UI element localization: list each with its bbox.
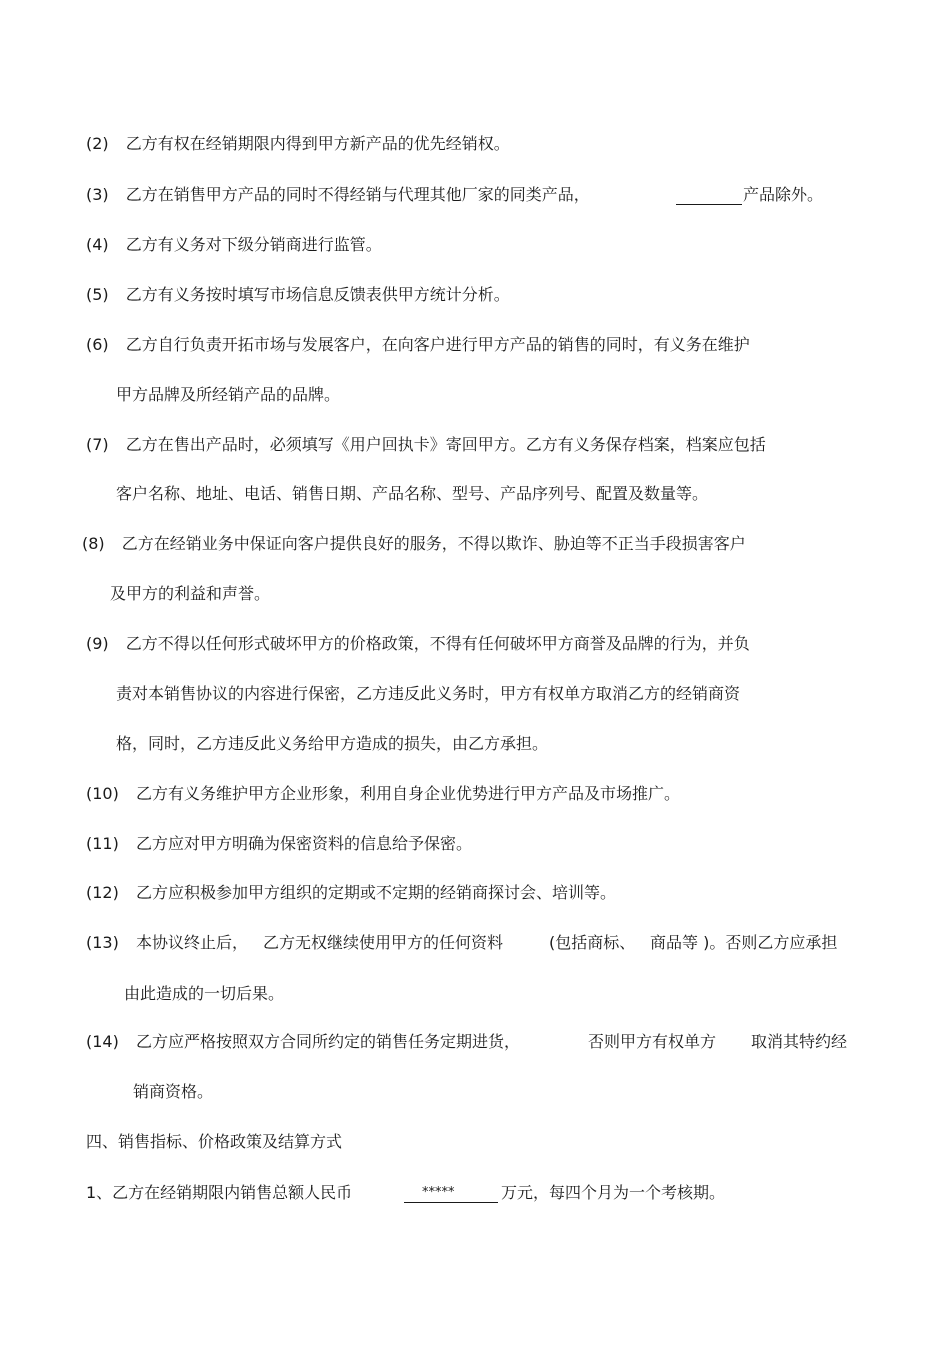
clause-text: 乙方有义务维护甲方企业形象，利用自身企业优势进行甲方产品及市场推广。 (135, 784, 680, 803)
section-item-text: 1、乙方在经销期限内销售总额人民币 (86, 1183, 353, 1202)
clause-text: 乙方有义务对下级分销商进行监管。 (125, 235, 382, 254)
clause-4 (86, 234, 382, 256)
section-heading-text: 四、销售指标、价格政策及结算方式 (86, 1132, 343, 1151)
clause-text: 乙方有权在经销期限内得到甲方新产品的优先经销权。 (125, 134, 510, 153)
clause-11 (86, 833, 472, 855)
clause-12 (86, 882, 616, 904)
clause-number: (3) (86, 185, 109, 204)
clause-9-continuation-2 (116, 733, 548, 755)
clause-text: 乙方应对甲方明确为保密资料的信息给予保密。 (135, 834, 472, 853)
clause-number: (8) (82, 534, 105, 553)
clause-text: 责对本销售协议的内容进行保密，乙方违反此义务时，甲方有权单方取消乙方的经销商资 (116, 684, 741, 703)
clause-text: 甲方品牌及所经销产品的品牌。 (116, 385, 341, 404)
clause-number: (14) (86, 1032, 119, 1051)
clause-8-continuation (110, 583, 270, 605)
clause-text: 产品除外。 (743, 185, 824, 204)
clause-text: 及甲方的利益和声誉。 (110, 584, 271, 603)
clause-number: (12) (86, 883, 119, 902)
section-item-1-tail (501, 1182, 725, 1204)
clause-14-part-b (588, 1031, 716, 1053)
clause-number: (2) (86, 134, 109, 153)
clause-text: 乙方在销售甲方产品的同时不得经销与代理其他厂家的同类产品， (125, 185, 590, 204)
clause-2 (86, 133, 510, 155)
clause-text: 乙方自行负责开拓市场与发展客户，在向客户进行甲方产品的销售的同时，有义务在维护 (125, 335, 750, 354)
clause-number: (7) (86, 435, 109, 454)
clause-14 (86, 1031, 520, 1053)
clause-3-tail (743, 184, 823, 206)
clause-text: 乙方无权继续使用甲方的任何资料 (263, 933, 504, 952)
fill-in-blank (676, 186, 742, 205)
clause-number: (6) (86, 335, 109, 354)
clause-text: 否则甲方有权单方 (588, 1032, 717, 1051)
clause-3 (86, 184, 590, 206)
clause-text: 商品等 )。否则乙方应承担 (650, 933, 838, 952)
section-item-text: 万元，每四个月为一个考核期。 (501, 1183, 726, 1202)
clause-text: 由此造成的一切后果。 (124, 984, 285, 1003)
clause-number: (13) (86, 933, 119, 952)
clause-6 (86, 334, 750, 356)
clause-number: (5) (86, 285, 109, 304)
clause-13-continuation (124, 983, 284, 1005)
clause-13-part-d (650, 932, 837, 954)
clause-text: 客户名称、地址、电话、销售日期、产品名称、型号、产品序列号、配置及数量等。 (116, 484, 709, 503)
clause-number: (4) (86, 235, 109, 254)
clause-text: 取消其特约经 (751, 1032, 848, 1051)
clause-text: 乙方不得以任何形式破坏甲方的价格政策，不得有任何破坏甲方商誉及品牌的行为，并负 (125, 634, 750, 653)
clause-13-part-b (263, 932, 503, 954)
clause-6-continuation (116, 384, 340, 406)
clause-text: 销商资格。 (133, 1082, 214, 1101)
clause-text: 乙方在经销业务中保证向客户提供良好的服务，不得以欺诈、胁迫等不正当手段损害客户 (121, 534, 746, 553)
clause-9 (86, 633, 750, 655)
clause-14-continuation (133, 1081, 213, 1103)
clause-text: 本协议终止后， (135, 933, 248, 952)
clause-7-continuation (116, 483, 708, 505)
clause-text: 乙方应严格按照双方合同所约定的销售任务定期进货， (135, 1032, 520, 1051)
clause-number: (10) (86, 784, 119, 803)
clause-9-continuation (116, 683, 740, 705)
clause-7 (86, 434, 766, 456)
clause-13 (86, 932, 248, 954)
section-item-1 (86, 1182, 352, 1204)
amount-blank: ***** (404, 1184, 498, 1203)
clause-5 (86, 284, 510, 306)
section-heading (86, 1131, 342, 1153)
clause-text: 乙方有义务按时填写市场信息反馈表供甲方统计分析。 (125, 285, 510, 304)
clause-text: 乙方在售出产品时，必须填写《用户回执卡》寄回甲方。乙方有义务保存档案，档案应包括 (125, 435, 766, 454)
clause-number: (9) (86, 634, 109, 653)
clause-13-part-c (549, 932, 635, 954)
clause-10 (86, 783, 680, 805)
clause-number: (11) (86, 834, 119, 853)
clause-8 (82, 533, 746, 555)
clause-14-part-c (751, 1031, 847, 1053)
clause-text: (包括商标、 (549, 933, 636, 952)
clause-text: 格，同时，乙方违反此义务给甲方造成的损失，由乙方承担。 (116, 734, 549, 753)
clause-text: 乙方应积极参加甲方组织的定期或不定期的经销商探讨会、培训等。 (135, 883, 616, 902)
